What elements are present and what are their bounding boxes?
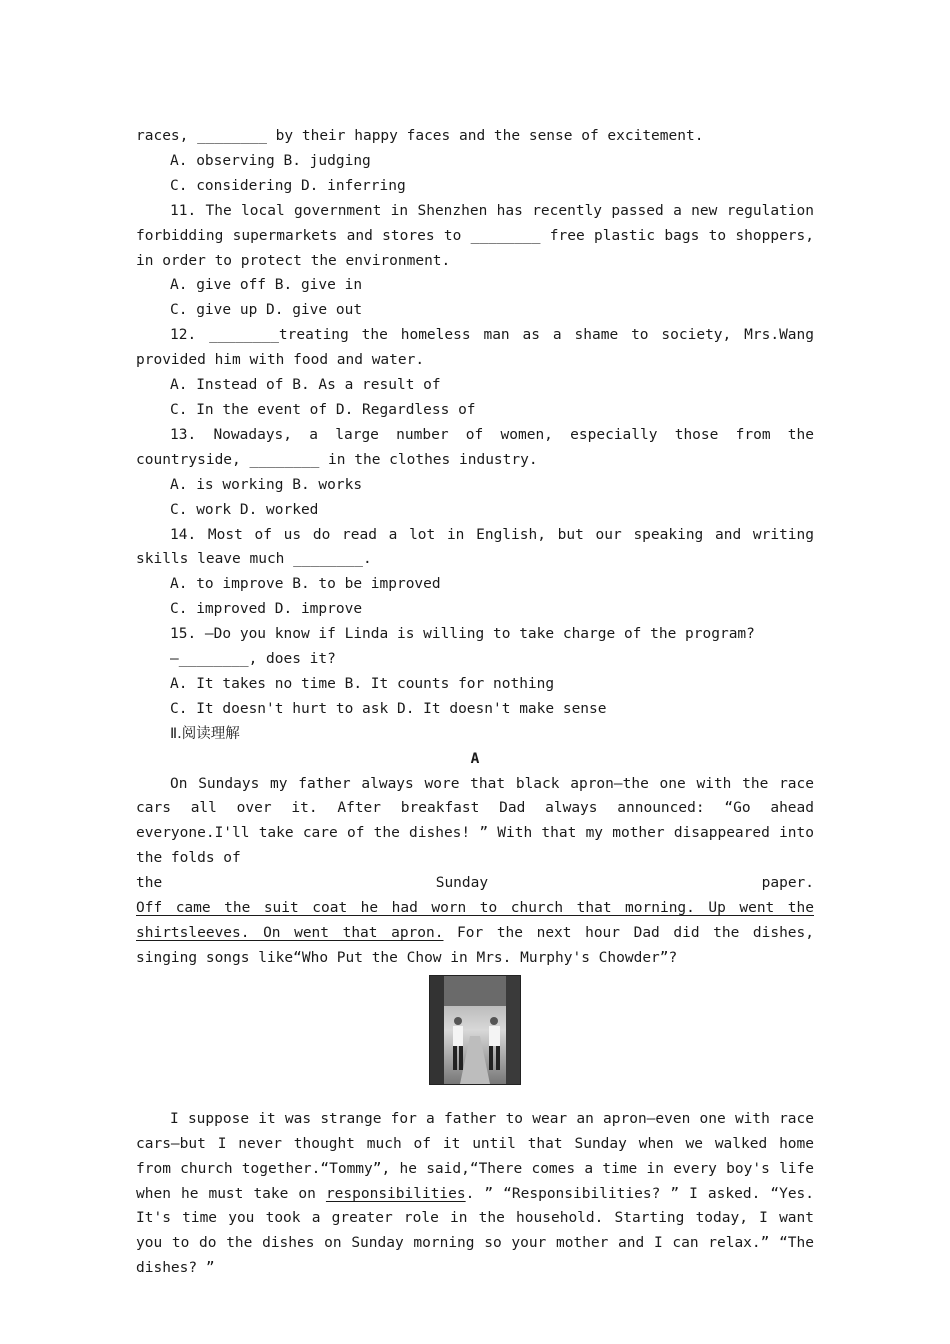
underlined-word: responsibilities <box>325 1185 466 1202</box>
passage-label: A <box>470 750 480 767</box>
section-title: Ⅱ.阅读理解 <box>170 725 240 742</box>
q13-options-ab: A. is working B. works <box>170 476 363 493</box>
q15-reply: —________, does it? <box>170 651 336 668</box>
q13-options-cd: C. work D. worked <box>170 501 319 518</box>
q14-options-cd: C. improved D. improve <box>170 601 363 618</box>
passage-spread-line <box>136 871 814 896</box>
q12-options-ab: A. Instead of B. As a result of <box>170 377 441 394</box>
q10-tail: races, ________ by their happy faces and the sense of excitement. <box>136 128 704 144</box>
q10-options-cd: C. considering D. inferring <box>170 177 406 194</box>
spread-word-1: the <box>136 875 163 892</box>
q11-options-cd: C. give up D. give out <box>170 302 363 319</box>
spread-word-3: paper. <box>761 875 815 892</box>
q14-stem: 14. Most of us do read a lot in English, but our speaking and writing skills leave much ________. <box>136 526 814 568</box>
q15-stem: 15. —Do you know if Linda is willing to take charge of the program? <box>170 626 755 643</box>
q15-options-ab: A. It takes no time B. It counts for nothing <box>170 675 555 692</box>
q15-options-cd: C. It doesn't hurt to ask D. It doesn't make sense <box>170 700 607 717</box>
q11-options-ab: A. give off B. give in <box>170 277 363 294</box>
paragraph-2-part-1: I suppose it was strange for a father to wear an apron—even one with race cars—but I never thought much of it until that Sunday when we walked home from church together.“Tommy”, he said,“There comes a time in every boy's life when he must take on <box>136 1110 814 1202</box>
q14-options-ab: A. to improve B. to be improved <box>170 576 441 593</box>
exam-page <box>136 124 814 1281</box>
underlined-sentences: Off came the suit coat he had worn to church that morning. Up went the shirtsleeves. On went that apron. <box>136 900 814 941</box>
passage-paragraph-2 <box>136 1107 814 1281</box>
q11-stem: 11. The local government in Shenzhen has recently passed a new regulation forbidding supermarkets and stores to ________ free plastic bags to shoppers, in order to protect the environment. <box>136 202 814 269</box>
spread-word-2: Sunday <box>435 875 489 892</box>
q10-options-ab: A. observing B. judging <box>170 152 371 169</box>
father-son-walking-photo <box>429 975 521 1085</box>
passage-paragraph-1: On Sundays my father always wore that black apron—the one with the race cars all over it. After breakfast Dad always announced: “Go ahead everyone.I'll take care of the dishes! ” With that my mother disappeared into the folds of <box>136 775 814 867</box>
passage-paragraph-1-cont <box>136 896 814 971</box>
photo-container <box>136 971 814 1107</box>
q12-stem: 12. ________treating the homeless man as a shame to society, Mrs.Wang provided him with food and water. <box>136 327 814 369</box>
q13-stem: 13. Nowadays, a large number of women, especially those from the countryside, ________ in the clothes industry. <box>136 426 814 468</box>
paragraph-2-part-2: . ” “Responsibilities? ” I asked. “Yes. It's time you took a greater role in the household. Starting today, I want you to do the dishes on Sunday morning so your mother and I can relax.” “The dishes? ” <box>136 1185 815 1277</box>
q12-options-cd: C. In the event of D. Regardless of <box>170 401 476 418</box>
paragraph-1-rest: For the next hour Dad did the dishes, singing songs like“Who Put the Chow in Mrs. Murphy's Chowder”? <box>136 925 814 966</box>
